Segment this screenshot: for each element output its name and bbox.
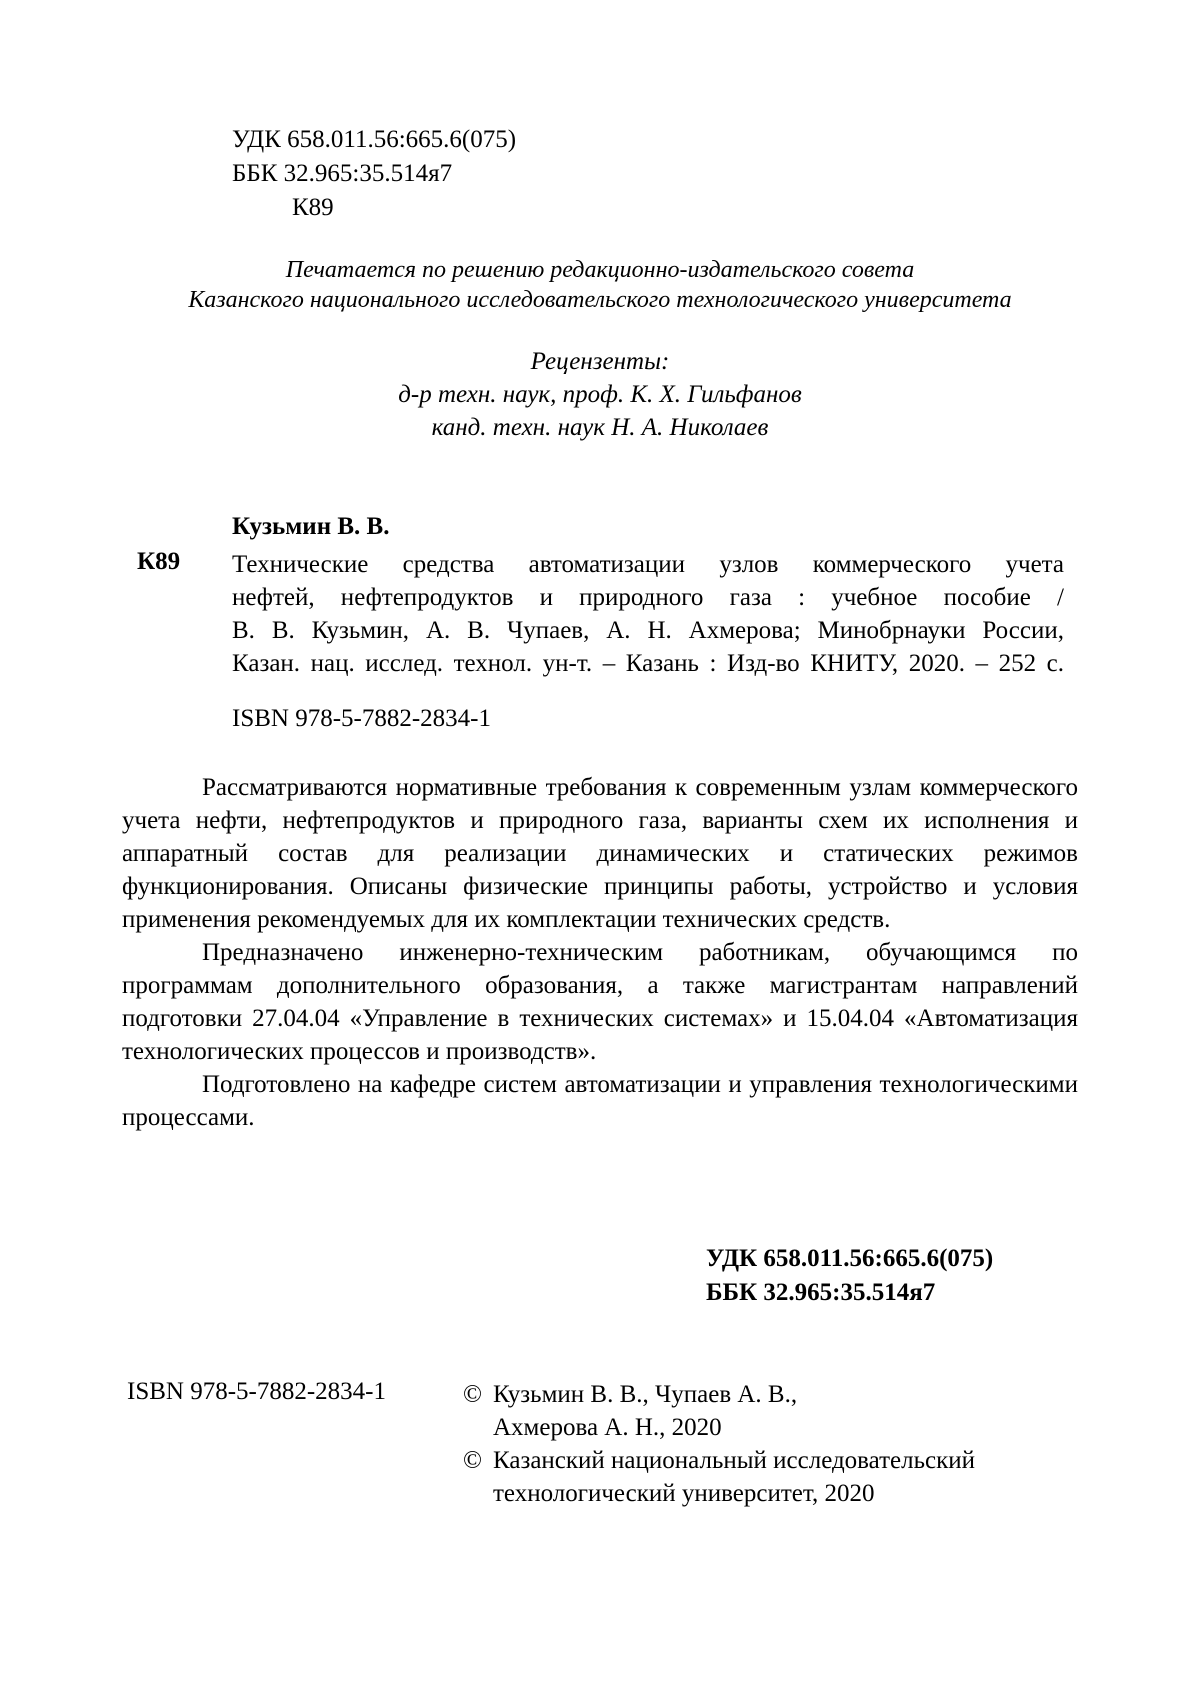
abstract — [122, 771, 1078, 1134]
copyright-authors — [463, 1378, 975, 1444]
copyright-line: Ахмерова А. Н., 2020 — [493, 1414, 722, 1441]
copyright-line: Казанский национальный исследовательский — [493, 1447, 976, 1474]
copyright-line: Кузьмин В. В., Чупаев А. В., — [493, 1381, 798, 1408]
isbn-imprint: ISBN 978-5-7882-2834-1 — [127, 1378, 387, 1405]
abstract-paragraph: Предназначено инженерно-техническим работникам, обучающимся по программам дополнительного образования, а также магистрантам направлений подготовки 27.04.04 «Управление в технических системах» и 15.04.04 «Автоматизация технологических процессов и производств». — [122, 939, 1078, 1065]
bibliographic-line: нефтей, нефтепродуктов и природного газа : учебное пособие / — [232, 584, 1064, 611]
abstract-paragraph: Подготовлено на кафедре систем автоматизации и управления технологическими процессами. — [122, 1071, 1078, 1131]
classification-codes-bottom — [706, 1242, 993, 1310]
abstract-paragraph: Рассматриваются нормативные требования к современным узлам коммерческого учета нефти, нефтепродуктов и природного газа, варианты схем их исполнения и аппаратный состав для реализации динамических и статических режимов функционирования. Описаны физические принципы работы, устройство и условия применения рекомендуемых для их комплектации технических средств. — [122, 774, 1078, 933]
copyright-line: технологический университет, 2020 — [493, 1480, 875, 1507]
copyright-university — [463, 1444, 975, 1510]
bibliographic-line: В. В. Кузьмин, А. В. Чупаев, А. Н. Ахмерова; Минобрнауки России, — [232, 617, 1064, 644]
bibliographic-author: Кузьмин В. В. — [232, 513, 390, 540]
reviewers-heading: Рецензенты: — [530, 348, 670, 375]
copyright-symbol: © — [463, 1381, 482, 1408]
bbk-code-bottom: ББК 32.965:35.514я7 — [706, 1279, 936, 1306]
udk-code-bottom: УДК 658.011.56:665.6(075) — [706, 1245, 994, 1272]
bibliographic-line: Технические средства автоматизации узлов коммерческого учета — [232, 551, 1064, 578]
author-mark: К89 — [292, 194, 334, 221]
isbn: ISBN 978-5-7882-2834-1 — [232, 705, 492, 732]
council-line-1: Печатается по решению редакционно-издательского совета — [285, 257, 915, 283]
copyright-block — [463, 1378, 975, 1510]
bbk-code: ББК 32.965:35.514я7 — [232, 160, 453, 187]
copyright-symbol: © — [463, 1447, 482, 1474]
bibliographic-description — [232, 548, 1064, 680]
bibliographic-author-mark: К89 — [137, 548, 181, 575]
publication-council-note — [0, 255, 1200, 315]
bibliographic-line: Казан. нац. исслед. технол. ун-т. – Казань : Изд-во КНИТУ, 2020. – 252 с. — [232, 650, 1064, 677]
council-line-2: Казанского национального исследовательского технологического университета — [188, 287, 1012, 313]
reviewers-block — [0, 345, 1200, 444]
udk-code: УДК 658.011.56:665.6(075) — [232, 126, 517, 153]
reviewer-1: д-р техн. наук, проф. К. Х. Гильфанов — [398, 381, 802, 408]
reviewer-2: канд. техн. наук Н. А. Николаев — [431, 414, 769, 441]
classification-codes-top — [232, 123, 516, 225]
